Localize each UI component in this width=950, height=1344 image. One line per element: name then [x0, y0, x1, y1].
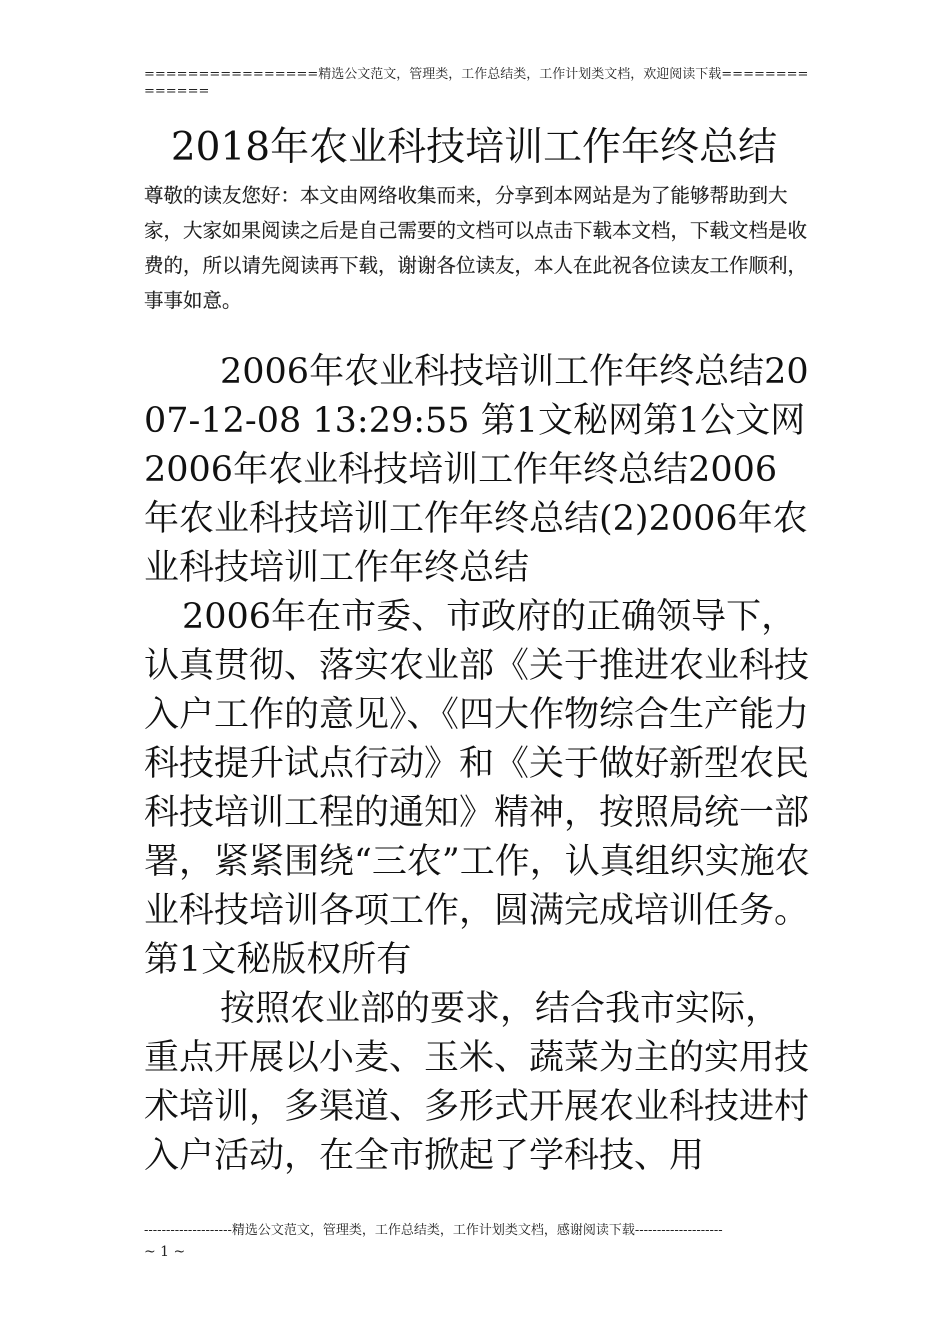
- page-footer-banner: --------------------精选公文范文，管理类，工作总结类，工作计划类文档，感谢阅读下载--------------------: [144, 1223, 723, 1238]
- document-body: [144, 348, 810, 1181]
- page-header-banner: ================精选公文范文，管理类，工作总结类，工作计划类文档，欢迎阅读下载==============: [144, 67, 809, 99]
- body-paragraph-2: 按照农业部的要求，结合我市实际，重点开展以小麦、玉米、蔬菜为主的实用技术培训，多渠道、多形式开展农业科技进村入户活动，在全市掀起了学科技、用: [144, 989, 810, 1176]
- document-title: 2018年农业科技培训工作年终总结: [170, 125, 778, 170]
- page-number: ~ 1 ~: [144, 1244, 186, 1260]
- body-meta-paragraph: 2006年农业科技培训工作年终总结2007-12-08 13:29:55 第1文秘网第1公文网2006年农业科技培训工作年终总结2006年农业科技培训工作年终总结(2)2006年农业科技培训工作年终总结: [144, 352, 809, 588]
- body-paragraph-1: 2006年在市委、市政府的正确领导下，认真贯彻、落实农业部《关于推进农业科技入户工作的意见》、《四大作物综合生产能力科技提升试点行动》和《关于做好新型农民科技培训工程的通知》精神，按照局统一部署，紧紧围绕“三农”工作，认真组织实施农业科技培训各项工作，圆满完成培训任务。第1文秘版权所有: [144, 597, 810, 980]
- reader-notice-paragraph: 尊敬的读友您好：本文由网络收集而来，分享到本网站是为了能够帮助到大家，大家如果阅读之后是自己需要的文档可以点击下载本文档，下载文档是收费的，所以请先阅读再下载，谢谢各位读友，本人在此祝各位读友工作顺利，事事如意。: [144, 184, 808, 312]
